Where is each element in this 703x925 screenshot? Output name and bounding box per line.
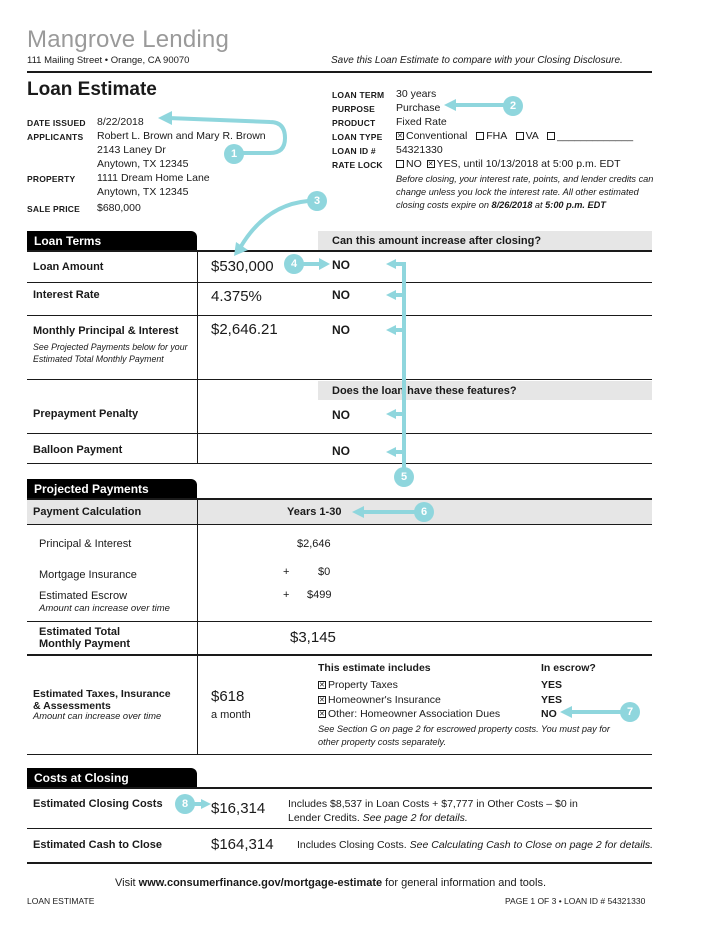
interest-rate-value: 4.375% [211, 288, 262, 305]
rate-lock-note-3c: at [532, 200, 546, 210]
rate-lock-expiry-date: 8/26/2018 [491, 200, 533, 210]
annotation-badge-6: 6 [414, 502, 434, 522]
loan-terms-header: Loan Terms [27, 231, 197, 251]
interest-rate-label: Interest Rate [33, 289, 100, 301]
property-taxes-label: Property Taxes [328, 679, 398, 691]
arrowhead-5d [386, 409, 396, 419]
annotation-badge-7: 7 [620, 702, 640, 722]
balloon-label: Balloon Payment [33, 444, 123, 456]
arrowhead-5c [386, 325, 396, 335]
page-title: Loan Estimate [27, 79, 157, 100]
date-issued-label: DATE ISSUED [27, 118, 86, 128]
other-type-blank: _____________ [557, 130, 634, 142]
mi-label: Mortgage Insurance [39, 569, 137, 581]
mi-plus: + [283, 566, 290, 578]
rate-lock-label: RATE LOCK [332, 160, 383, 170]
rate-lock-expiry-time: 5:00 p.m. EDT [545, 200, 606, 210]
taxes-label-2: & Assessments [33, 700, 111, 712]
cash-desc-a: Includes Closing Costs. [297, 839, 410, 851]
pi-label: Principal & Interest [39, 538, 132, 550]
pi-value: $2,646 [297, 538, 331, 550]
total-label-2: Monthly Payment [39, 638, 131, 650]
arrowhead-5b [386, 290, 396, 300]
annotation-badge-2: 2 [503, 96, 523, 116]
escrow-plus: + [283, 589, 290, 601]
product-value: Fixed Rate [396, 116, 447, 128]
closing-costs-label: Estimated Closing Costs [33, 798, 163, 810]
arrowhead-6 [352, 506, 364, 518]
property-line2: Anytown, TX 12345 [97, 186, 189, 198]
costs-at-closing-header: Costs at Closing [27, 768, 197, 788]
arrowhead-5a [386, 259, 396, 269]
loan-term-label: LOAN TERM [332, 90, 385, 100]
closing-costs-desc-1: Includes $8,537 in Loan Costs + $7,777 in Other Costs – $0 in [288, 798, 578, 810]
taxes-period: a month [211, 709, 251, 721]
taxes-note: Amount can increase over time [33, 711, 162, 721]
purpose-label: PURPOSE [332, 104, 375, 114]
taxes-label-1: Estimated Taxes, Insurance [33, 688, 171, 700]
rate-lock-note-1: Before closing, your interest rate, points, and lender credits can [396, 174, 654, 184]
property-taxes-escrow: YES [541, 679, 563, 691]
arrow-3 [240, 201, 308, 248]
visit-c: for general information and tools. [382, 877, 546, 889]
purpose-value: Purchase [396, 102, 441, 114]
date-issued-value: 8/22/2018 [97, 116, 144, 128]
annotation-badge-1: 1 [224, 144, 244, 164]
arrowhead-8 [201, 799, 211, 809]
cfpb-link[interactable]: www.consumerfinance.gov/mortgage-estimate [138, 877, 383, 889]
monthly-pi-note-1: See Projected Payments below for your [33, 342, 188, 352]
footer-right: PAGE 1 OF 3 • LOAN ID # 54321330 [505, 896, 646, 906]
annotation-badge-3: 3 [307, 191, 327, 211]
balloon-answer: NO [332, 444, 350, 458]
loan-id-label: LOAN ID # [332, 146, 376, 156]
arrowhead-4 [319, 258, 330, 270]
cash-desc-b: See Calculating Cash to Close on page 2 for details. [409, 839, 654, 851]
sale-price-label: SALE PRICE [27, 204, 81, 214]
applicants-label: APPLICANTS [27, 132, 84, 142]
interest-rate-answer: NO [332, 288, 350, 302]
years-label: Years 1-30 [287, 506, 342, 518]
arrowhead-1 [158, 111, 172, 125]
prepayment-label: Prepayment Penalty [33, 408, 139, 420]
escrow-value: $499 [307, 589, 332, 601]
monthly-pi-value: $2,646.21 [211, 321, 278, 338]
section-g-note-1: See Section G on page 2 for escrowed property costs. You must pay for [318, 724, 610, 734]
rate-lock-no-label: NO [406, 158, 422, 170]
conventional-label: Conventional [406, 130, 468, 142]
arrowhead-7 [560, 706, 572, 718]
total-label-1: Estimated Total [39, 626, 121, 638]
lender-address: 111 Mailing Street • Orange, CA 90070 [27, 55, 190, 66]
closing-costs-desc-2b: See page 2 for details. [362, 812, 468, 824]
monthly-pi-label: Monthly Principal & Interest [33, 325, 179, 337]
monthly-pi-answer: NO [332, 323, 350, 337]
rate-lock-yes-label: YES, until 10/13/2018 at 5:00 p.m. EDT [436, 158, 621, 170]
fha-label: FHA [486, 130, 507, 142]
annotation-badge-4: 4 [284, 254, 304, 274]
product-label: PRODUCT [332, 118, 376, 128]
includes-header: This estimate includes [318, 662, 431, 674]
hoa-dues-escrow: NO [541, 708, 557, 720]
save-note: Save this Loan Estimate to compare with your Closing Disclosure. [331, 55, 623, 66]
applicants-line3: Anytown, TX 12345 [97, 158, 189, 170]
applicants-line1: Robert L. Brown and Mary R. Brown [97, 130, 266, 142]
cash-to-close-value: $164,314 [211, 836, 274, 853]
increase-question: Can this amount increase after closing? [332, 235, 542, 247]
loan-type-label: LOAN TYPE [332, 132, 383, 142]
section-g-note-2: other property costs separately. [318, 737, 447, 747]
monthly-pi-note-2: Estimated Total Monthly Payment [33, 354, 164, 364]
in-escrow-header: In escrow? [541, 662, 596, 674]
prepayment-answer: NO [332, 408, 350, 422]
arrowhead-2 [444, 99, 456, 111]
property-label: PROPERTY [27, 174, 76, 184]
loan-term-value: 30 years [396, 88, 437, 100]
property-line1: 1111 Dream Home Lane [97, 172, 210, 184]
loan-amount-value: $530,000 [211, 258, 274, 275]
visit-a: Visit [115, 877, 139, 889]
rate-lock-note-2: change unless you lock the interest rate. All other estimated [396, 187, 639, 197]
arrowhead-5e [386, 447, 396, 457]
mi-value: $0 [318, 566, 331, 578]
footer-left: LOAN ESTIMATE [27, 896, 95, 906]
escrow-note: Amount can increase over time [39, 603, 170, 614]
rate-lock-note-3a: closing costs expire on [396, 200, 492, 210]
loan-amount-label: Loan Amount [33, 261, 104, 273]
projected-payments-header: Projected Payments [27, 479, 197, 499]
hoa-dues-label: Other: Homeowner Association Dues [328, 708, 501, 720]
annotation-badge-8: 8 [175, 794, 195, 814]
payment-calc-label: Payment Calculation [33, 506, 142, 518]
lender-name: Mangrove Lending [27, 26, 230, 53]
features-question: Does the loan have these features? [332, 385, 517, 397]
homeowners-insurance-label: Homeowner's Insurance [328, 694, 441, 706]
va-label: VA [525, 130, 539, 142]
applicants-line2: 2143 Laney Dr [97, 144, 166, 156]
cash-to-close-label: Estimated Cash to Close [33, 839, 162, 851]
closing-costs-desc-2a: Lender Credits. [288, 812, 363, 824]
annotation-badge-5: 5 [394, 467, 414, 487]
loan-id-value: 54321330 [396, 144, 443, 156]
taxes-value: $618 [211, 688, 245, 705]
total-payment-value: $3,145 [290, 629, 336, 646]
closing-costs-value: $16,314 [211, 800, 266, 817]
escrow-label: Estimated Escrow [39, 590, 128, 602]
homeowners-insurance-escrow: YES [541, 694, 563, 706]
sale-price-value: $680,000 [97, 202, 141, 214]
loan-amount-answer: NO [332, 258, 350, 272]
